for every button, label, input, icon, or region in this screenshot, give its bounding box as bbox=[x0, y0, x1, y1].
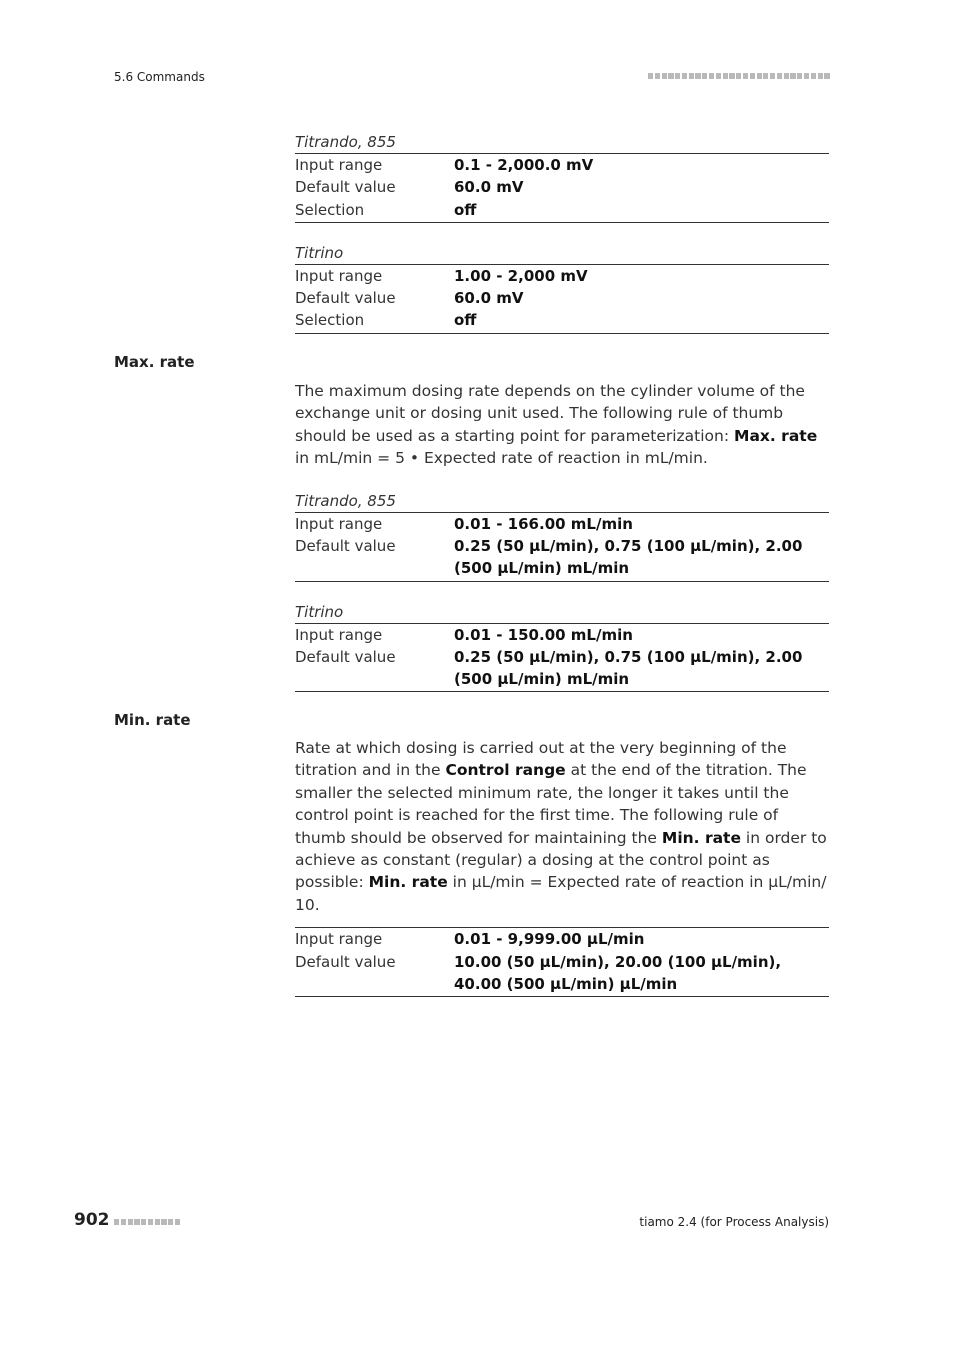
min-rate-section bbox=[295, 737, 829, 997]
max-rate-section bbox=[295, 380, 829, 692]
table-row bbox=[295, 535, 829, 581]
row-value: 0.01 - 150.00 mL/min bbox=[454, 625, 633, 644]
running-footer-product: tiamo 2.4 (for Process Analysis) bbox=[639, 1215, 829, 1229]
table-caption: Titrando, 855 bbox=[295, 133, 396, 151]
row-value: 0.01 - 166.00 mL/min bbox=[454, 514, 633, 533]
table-row bbox=[295, 646, 829, 692]
row-label: Input range bbox=[295, 514, 383, 533]
row-value: off bbox=[454, 311, 477, 330]
row-label: Default value bbox=[295, 952, 396, 971]
parameter-table bbox=[295, 512, 829, 582]
table-row bbox=[295, 951, 829, 997]
page-number: 902 bbox=[74, 1210, 110, 1230]
section-heading-max-rate: Max. rate bbox=[114, 353, 195, 371]
row-label: Default value bbox=[295, 178, 396, 197]
row-label: Input range bbox=[295, 625, 383, 644]
parameter-block-1 bbox=[295, 131, 829, 334]
table-row bbox=[295, 154, 829, 177]
row-value: 0.25 (50 µL/min), 0.75 (100 µL/min), 2.00 (500 µL/min) mL/min bbox=[454, 536, 803, 578]
running-header-section: 5.6 Commands bbox=[114, 70, 205, 84]
min-rate-description: Rate at which dosing is carried out at the very beginning of the titration and in the Control range at the end of the titration. The smaller the selected minimum rate, the longer it takes until the control point is reached for the first time. The following rule of thumb should be observed for maintaining the Min. rate in order to achieve as constant (regular) a dosing at the control point as possible: Min. rate in µL/min = Expected rate of reaction in µL/min/ 10. bbox=[295, 739, 827, 914]
row-label: Input range bbox=[295, 930, 383, 949]
row-value: off bbox=[454, 200, 477, 219]
parameter-table bbox=[295, 623, 829, 693]
header-decoration-squares bbox=[648, 73, 830, 79]
table-row bbox=[295, 623, 829, 646]
row-value: 0.01 - 9,999.00 µL/min bbox=[454, 930, 645, 949]
footer-decoration-squares bbox=[114, 1219, 180, 1225]
row-value: 1.00 - 2,000 mV bbox=[454, 266, 588, 285]
parameter-table bbox=[295, 153, 829, 223]
parameter-table bbox=[295, 264, 829, 334]
row-label: Default value bbox=[295, 289, 396, 308]
row-value: 0.1 - 2,000.0 mV bbox=[454, 156, 594, 174]
row-value: 0.25 (50 µL/min), 0.75 (100 µL/min), 2.00 (500 µL/min) mL/min bbox=[454, 647, 803, 689]
parameter-table bbox=[295, 927, 829, 997]
table-caption: Titrino bbox=[295, 243, 344, 262]
table-caption: Titrando, 855 bbox=[295, 491, 396, 510]
row-value: 60.0 mV bbox=[454, 289, 524, 308]
table-row bbox=[295, 264, 829, 287]
row-label: Selection bbox=[295, 311, 365, 330]
table-row bbox=[295, 512, 829, 535]
row-value: 60.0 mV bbox=[454, 178, 524, 197]
section-heading-min-rate: Min. rate bbox=[114, 711, 191, 729]
table-caption: Titrino bbox=[295, 602, 344, 621]
row-label: Input range bbox=[295, 156, 383, 174]
row-label: Selection bbox=[295, 200, 365, 219]
row-label: Input range bbox=[295, 266, 383, 285]
table-row bbox=[295, 287, 829, 309]
max-rate-description: The maximum dosing rate depends on the cylinder volume of the exchange unit or dosing unit used. The following rule of thumb should be used as a starting point for parameterization: Max. rate in mL/min = 5 • Expected rate of reaction in mL/min. bbox=[295, 382, 818, 468]
table-row bbox=[295, 199, 829, 223]
table-row bbox=[295, 176, 829, 198]
table-row bbox=[295, 309, 829, 333]
row-label: Default value bbox=[295, 536, 396, 555]
row-value: 10.00 (50 µL/min), 20.00 (100 µL/min), 40.00 (500 µL/min) µL/min bbox=[454, 952, 782, 993]
row-label: Default value bbox=[295, 647, 396, 666]
table-row bbox=[295, 928, 829, 951]
